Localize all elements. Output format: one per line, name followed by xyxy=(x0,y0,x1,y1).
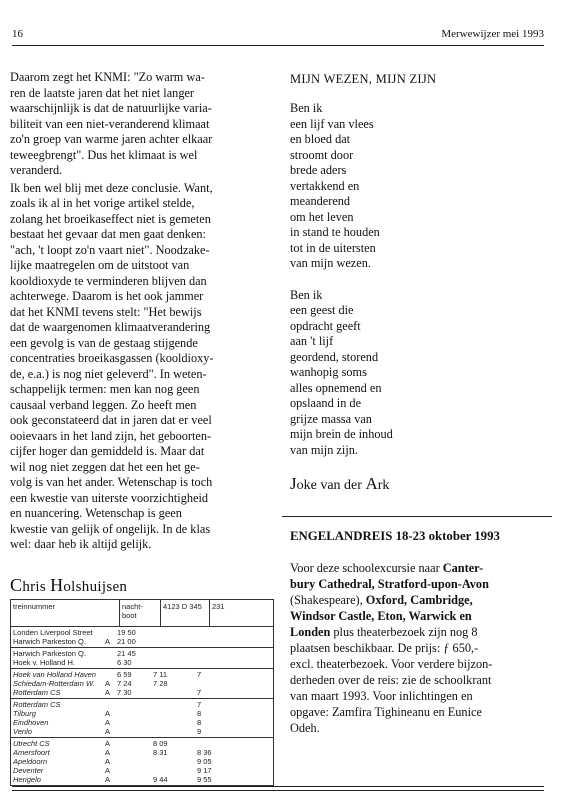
trip-text: Oxford, Cambridge, xyxy=(365,593,473,607)
timetable-header-night: nacht- boot xyxy=(120,600,161,626)
text-line: ren de laatste jaren dat het niet langer xyxy=(10,85,195,100)
timetable-time xyxy=(117,709,153,718)
poem-signature: Joke van der Ark xyxy=(290,474,390,493)
trip-line xyxy=(290,624,545,640)
trip-text: plaatsen beschikbaar. De prijs: ƒ 650,- xyxy=(290,641,479,655)
timetable-mark: A xyxy=(105,756,111,766)
timetable-time: 7 30 xyxy=(117,687,132,697)
text-line: Ik ben wel blij met deze conclusie. Want, xyxy=(10,180,213,195)
timetable-row xyxy=(13,700,271,709)
trip-line xyxy=(290,608,545,624)
timetable-group xyxy=(11,669,273,699)
trip-line xyxy=(290,592,545,608)
timetable-station: Rotterdam CS xyxy=(13,699,61,709)
timetable-station: Apeldoorn xyxy=(13,756,48,766)
text-line: dat het KNMI tevens stelt: "Het bewijs xyxy=(10,304,202,319)
footer-rule-thin xyxy=(12,790,544,791)
poem-line: van mijn wezen. xyxy=(290,256,371,270)
timetable-row xyxy=(13,637,271,646)
timetable-header-col-b: 231 xyxy=(212,601,225,611)
timetable-row xyxy=(13,670,271,679)
timetable-row xyxy=(13,766,271,775)
header-rule xyxy=(12,45,544,46)
text-line: ooievaars in het land zijn, het geboorten- xyxy=(10,428,212,443)
timetable-time xyxy=(153,709,197,718)
timetable-time xyxy=(197,637,271,646)
left-column xyxy=(10,70,272,786)
timetable-station: Utrecht CS xyxy=(13,738,50,748)
trip-text: (Shakespeare), xyxy=(290,593,366,607)
timetable-mark xyxy=(105,700,117,709)
timetable-time: 8 xyxy=(197,717,202,727)
poem-line: brede aders xyxy=(290,163,347,177)
text-line: de, e.a.) is nog niet geleverd". In weten- xyxy=(10,366,207,381)
timetable-row xyxy=(13,727,271,736)
poem-line: geordend, storend xyxy=(290,349,379,364)
timetable-row xyxy=(13,757,271,766)
trip-text: derheden over de reis: zie de schoolkrant xyxy=(290,673,492,687)
text-line: en nuancering. Wetenschap is geen xyxy=(10,506,182,520)
text-line: causaal verband leggen. Zo heeft men xyxy=(10,397,197,412)
timetable-time xyxy=(117,727,153,736)
timetable-station: Hengelo xyxy=(13,774,41,784)
timetable-row xyxy=(13,739,271,748)
timetable-time xyxy=(117,766,153,775)
text-line: cijfer hoger dan gemiddeld is. Maar dat xyxy=(10,444,205,458)
trip-text: bury Cathedral, Stratford-upon-Avon xyxy=(290,577,489,591)
trip-text: opgave: Zamfira Tighineanu en Eunice xyxy=(290,705,482,719)
trip-line xyxy=(290,672,545,688)
section-divider xyxy=(282,516,552,517)
text-line: lijke maatregelen om de uitstoot van xyxy=(10,258,190,272)
text-line: concentraties broeikasgassen (kooldioxy- xyxy=(10,351,214,365)
trip-text: Canter- xyxy=(442,561,484,575)
timetable-time xyxy=(153,649,197,658)
train-timetable xyxy=(10,599,274,786)
timetable-station: Hoek v. Holland H. xyxy=(13,657,75,667)
timetable-mark: A xyxy=(105,747,111,757)
timetable-time: 7 xyxy=(197,699,202,709)
timetable-mark xyxy=(105,628,117,637)
timetable-time xyxy=(197,649,271,658)
timetable-time: 21 45 xyxy=(117,648,136,658)
timetable-station: Rotterdam CS xyxy=(13,687,61,697)
trip-text: plus theaterbezoek zijn nog 8 xyxy=(330,625,478,639)
text-line: achterwege. Daarom is het ook jammer xyxy=(10,289,204,303)
timetable-station: Londen Liverpool Street xyxy=(13,627,93,637)
timetable-time: 8 09 xyxy=(153,738,168,748)
timetable-mark xyxy=(105,649,117,658)
article-paragraph-2 xyxy=(10,181,272,553)
trip-line xyxy=(290,576,545,592)
timetable-mark: A xyxy=(105,726,111,736)
trip-line xyxy=(290,656,545,672)
timetable-time: 6 59 xyxy=(117,669,132,679)
poem-line: vertakkend en xyxy=(290,178,360,193)
timetable-station: Tilburg xyxy=(13,708,36,718)
timetable-station: Harwich Parkeston Q. xyxy=(13,648,86,658)
right-column xyxy=(290,72,545,736)
timetable-time xyxy=(153,688,197,697)
trip-line xyxy=(290,560,545,576)
timetable-body xyxy=(11,627,273,785)
poem-line: stroomt door xyxy=(290,147,354,162)
text-line: bestaat het gevaar dat men gaat denken: xyxy=(10,227,206,241)
timetable-time xyxy=(197,679,271,688)
text-line: zolang het broeikaseffect niet is gemeten xyxy=(10,211,211,226)
text-line: ook geconstateerd dat in jaren dat er veel xyxy=(10,413,212,427)
text-line: zoals ik al in het vorige artikel stelde, xyxy=(10,196,195,210)
text-line: schappelijk termen: men kan nog geen xyxy=(10,382,200,396)
timetable-time: 6 30 xyxy=(117,657,132,667)
text-line: biliteit van een niet-veranderend klimaat xyxy=(10,116,210,131)
trip-text: van maart 1993. Voor inlichtingen en xyxy=(290,689,473,703)
timetable-time xyxy=(153,757,197,766)
text-line: Daarom zegt het KNMI: "Zo warm wa- xyxy=(10,70,205,84)
timetable-header-col-a: 4123 D 345 xyxy=(161,600,210,626)
timetable-row xyxy=(13,658,271,667)
timetable-row xyxy=(13,649,271,658)
timetable-time xyxy=(197,658,271,667)
timetable-station: Deventer xyxy=(13,765,44,775)
trip-text: excl. theaterbezoek. Voor verdere bijzon- xyxy=(290,657,493,671)
trip-text: Windsor Castle, Eton, Warwick en xyxy=(290,609,472,623)
timetable-mark: A xyxy=(105,687,111,697)
timetable-row xyxy=(13,709,271,718)
page-number: 16 xyxy=(12,28,23,40)
poem-line: grijze massa van xyxy=(290,411,372,426)
timetable-station: Eindhoven xyxy=(13,717,49,727)
timetable-group xyxy=(11,648,273,669)
timetable-time: 9 xyxy=(197,726,202,736)
timetable-time xyxy=(117,718,153,727)
timetable-time: 8 31 xyxy=(153,747,168,757)
poem-line: Ben ik xyxy=(290,101,323,115)
timetable-mark: A xyxy=(105,678,111,688)
trip-line xyxy=(290,720,545,736)
text-line: een gevolg is van de gestaag stijgende xyxy=(10,335,198,350)
timetable-time xyxy=(153,658,197,667)
poem-line: alles opnemend en xyxy=(290,380,382,395)
timetable-group xyxy=(11,699,273,738)
timetable-time xyxy=(117,700,153,709)
poem-line: meanderend xyxy=(290,194,351,208)
timetable-time xyxy=(117,739,153,748)
timetable-group xyxy=(11,738,273,785)
timetable-mark: A xyxy=(105,774,111,784)
timetable-time: 9 44 xyxy=(153,774,168,784)
timetable-time xyxy=(197,628,271,637)
poem-line: een geest die xyxy=(290,303,354,317)
timetable-mark xyxy=(105,658,117,667)
timetable-time xyxy=(117,757,153,766)
text-line: waarschijnlijk is dat de natuurlijke varia- xyxy=(10,101,212,115)
timetable-time xyxy=(117,775,153,784)
poem-line: van mijn zijn. xyxy=(290,442,358,457)
timetable-time xyxy=(153,727,197,736)
timetable-time xyxy=(153,628,197,637)
trip-line xyxy=(290,640,545,656)
timetable-time: 19 50 xyxy=(117,627,136,637)
timetable-header-station: treinnummer xyxy=(11,600,120,626)
poem-line: wanhopig soms xyxy=(290,365,367,379)
timetable-time: 8 xyxy=(197,708,202,718)
timetable-mark: A xyxy=(105,717,111,727)
text-line: een kwestie van uiterste voorzichtigheid xyxy=(10,490,209,505)
poem-stanza-1 xyxy=(290,101,545,272)
poem-title: MIJN WEZEN, MIJN ZIJN xyxy=(290,72,437,86)
timetable-mark xyxy=(105,670,117,679)
poem-line: mijn brein de inhoud xyxy=(290,427,393,441)
timetable-time: 9 17 xyxy=(197,765,212,775)
text-line: teweegbrengt". Dus het klimaat is wel xyxy=(10,147,198,162)
running-title: Merwewijzer mei 1993 xyxy=(441,28,544,40)
trip-title: ENGELANDREIS 18-23 oktober 1993 xyxy=(290,529,500,543)
timetable-row xyxy=(13,718,271,727)
timetable-group xyxy=(11,627,273,648)
poem-line: tot in de uitersten xyxy=(290,240,376,255)
poem-stanza-2 xyxy=(290,288,545,459)
text-line: wil nog niet zeggen dat het een het ge- xyxy=(10,459,200,474)
timetable-station: Schiedam-Rotterdam W. xyxy=(13,678,95,688)
timetable-station: Amersfoort xyxy=(13,747,50,757)
poem-line: om het leven xyxy=(290,209,354,224)
poem-line: Ben ik xyxy=(290,287,323,302)
trip-announcement xyxy=(290,560,545,736)
timetable-time: 7 24 xyxy=(117,678,132,688)
article-signature: Chris Holshuijsen xyxy=(10,574,128,595)
timetable-row xyxy=(13,679,271,688)
text-line: "ach, 't loopt zo'n vaart niet". Noodzake- xyxy=(10,242,210,257)
timetable-time xyxy=(153,718,197,727)
poem-line: en bloed dat xyxy=(290,132,351,146)
page-header xyxy=(12,28,544,44)
text-line: kooldioxyde te verminderen blijven dan xyxy=(10,273,207,288)
timetable-station: Venlo xyxy=(13,726,32,736)
trip-line xyxy=(290,688,545,704)
timetable-station: Hoek van Holland Haven xyxy=(13,669,96,679)
text-line: dat de waargenomen klimaatverandering xyxy=(10,320,211,334)
timetable-row xyxy=(13,775,271,784)
timetable-time xyxy=(153,766,197,775)
trip-line xyxy=(290,704,545,720)
poem xyxy=(290,101,545,458)
timetable-time: 7 28 xyxy=(153,678,168,688)
trip-text: Voor deze schoolexcursie naar xyxy=(290,561,443,575)
timetable-time xyxy=(117,748,153,757)
footer-rule xyxy=(12,786,544,787)
article-paragraph-1 xyxy=(10,70,272,179)
timetable-time: 7 xyxy=(197,687,202,697)
timetable-time xyxy=(153,700,197,709)
timetable-mark: A xyxy=(105,636,111,646)
timetable-time: 7 11 xyxy=(153,669,168,679)
timetable-time: 7 xyxy=(197,669,202,679)
poem-line: een lijf van vlees xyxy=(290,116,374,131)
text-line: wel: daar heb ik altijd gelijk. xyxy=(10,537,152,551)
poem-line: aan 't lijf xyxy=(290,334,334,348)
timetable-time xyxy=(197,739,271,748)
timetable-mark: A xyxy=(105,765,111,775)
timetable-row xyxy=(13,748,271,757)
timetable-row xyxy=(13,628,271,637)
poem-line: in stand te houden xyxy=(290,225,380,239)
timetable-time: 8 36 xyxy=(197,747,212,757)
timetable-time: 9 55 xyxy=(197,774,212,784)
text-line: volg is van het ander. Wetenschap is toch xyxy=(10,475,213,489)
timetable-row xyxy=(13,688,271,697)
timetable-time: 21 00 xyxy=(117,636,136,646)
poem-line: opdracht geeft xyxy=(290,318,361,333)
text-line: zo'n groep van warme jaren achter elkaar xyxy=(10,132,213,146)
trip-text: Odeh. xyxy=(290,721,320,735)
timetable-header xyxy=(11,600,273,627)
timetable-time: 9 05 xyxy=(197,756,212,766)
timetable-mark: A xyxy=(105,738,111,748)
text-line: kwestie van gelijk of ongelijk. In de klas xyxy=(10,521,211,536)
poem-line: opslaand in de xyxy=(290,396,362,410)
text-line: veranderd. xyxy=(10,163,63,177)
timetable-time xyxy=(153,637,197,646)
trip-text: Londen xyxy=(290,625,331,639)
timetable-station: Harwich Parkeston Q. xyxy=(13,636,86,646)
timetable-mark: A xyxy=(105,708,111,718)
